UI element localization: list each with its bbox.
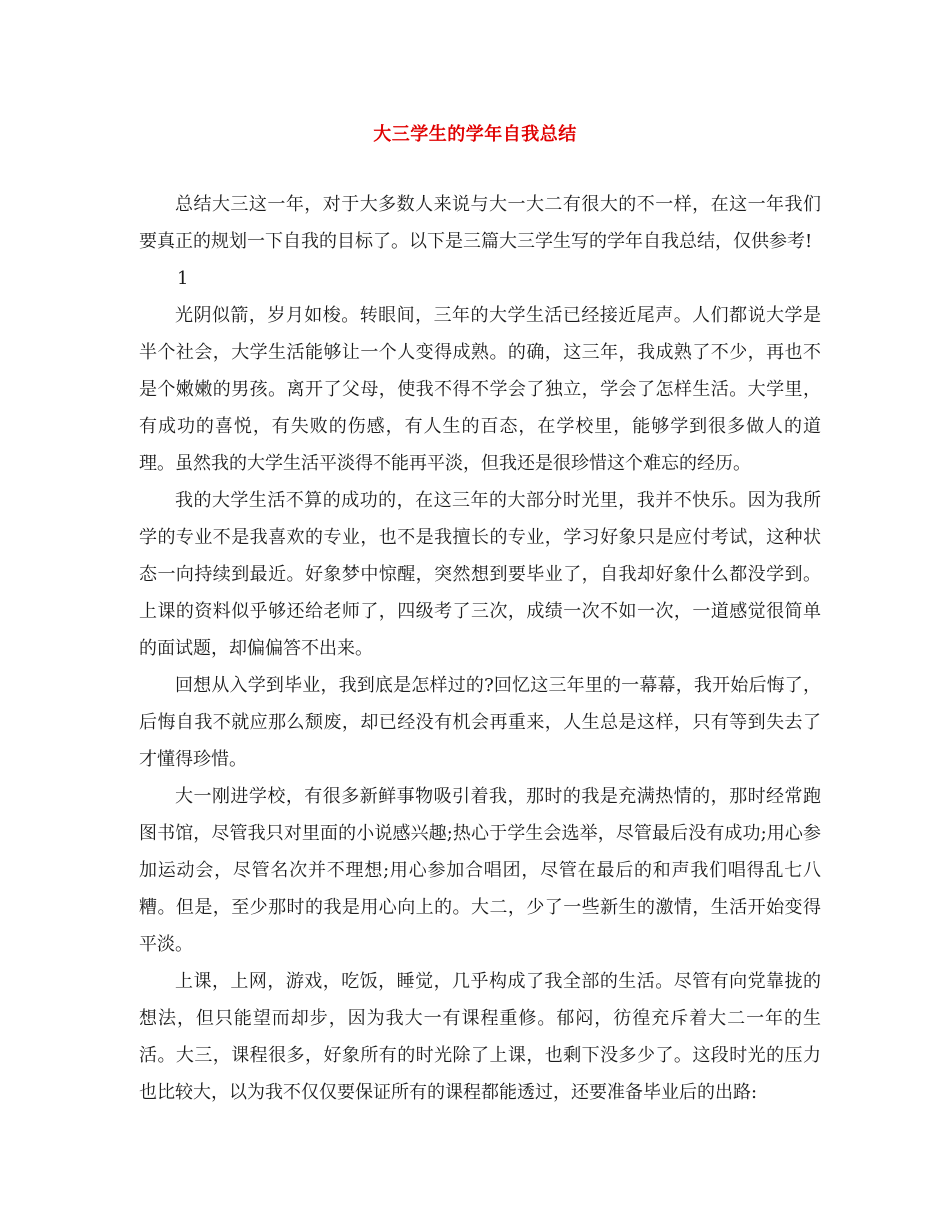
intro-paragraph: 总结大三这一年，对于大多数人来说与大一大二有很大的不一样，在这一年我们要真正的规划一下自我的目标了。以下是三篇大三学生写的学年自我总结，仅供参考! [139,194,821,252]
body-paragraph: 上课，上网，游戏，吃饭，睡觉，几乎构成了我全部的生活。尽管有向党靠拢的想法，但只能望而却步，因为我大一有课程重修。郁闷，彷徨充斥着大二一年的生活。大三，课程很多，好象所有的时光除了上课，也剩下没多少了。这段时光的压力也比较大，以为我不仅仅要保证所有的课程都能透过，还要准备毕业后的出路: [139,971,821,1103]
body-paragraph: 大一刚进学校，有很多新鲜事物吸引着我，那时的我是充满热情的，那时经常跑图书馆，尽管我只对里面的小说感兴趣;热心于学生会选举，尽管最后没有成功;用心参加运动会，尽管名次并不理想;用心参加合唱团，尽管在最后的和声我们唱得乱七八糟。但是，至少那时的我是用心向上的。大二，少了一些新生的激情，生活开始变得平淡。 [139,786,821,955]
body-paragraph: 光阴似箭，岁月如梭。转眼间，三年的大学生活已经接近尾声。人们都说大学是半个社会，大学生活能够让一个人变得成熟。的确，这三年，我成熟了不少，再也不是个嫩嫩的男孩。离开了父母，使我不得不学会了独立，学会了怎样生活。大学里，有成功的喜悦，有失败的伤感，有人生的百态，在学校里，能够学到很多做人的道理。虽然我的大学生活平淡得不能再平淡，但我还是很珍惜这个难忘的经历。 [139,305,821,474]
document-title: 大三学生的学年自我总结 [373,124,577,145]
document-body [139,186,821,1111]
section-number: 1 [177,268,189,289]
body-paragraph: 回想从入学到毕业，我到底是怎样过的?回忆这三年里的一幕幕，我开始后悔了，后悔自我不就应那么颓废，却已经没有机会再重来，人生总是这样，只有等到失去了才懂得珍惜。 [139,675,821,770]
body-paragraph: 我的大学生活不算的成功的，在这三年的大部分时光里，我并不快乐。因为我所学的专业不是我喜欢的专业，也不是我擅长的专业，学习好象只是应付考试，这种状态一向持续到最近。好象梦中惊醒，突然想到要毕业了，自我却好象什么都没学到。上课的资料似乎够还给老师了，四级考了三次，成绩一次不如一次，一道感觉很简单的面试题，却偏偏答不出来。 [139,490,821,659]
